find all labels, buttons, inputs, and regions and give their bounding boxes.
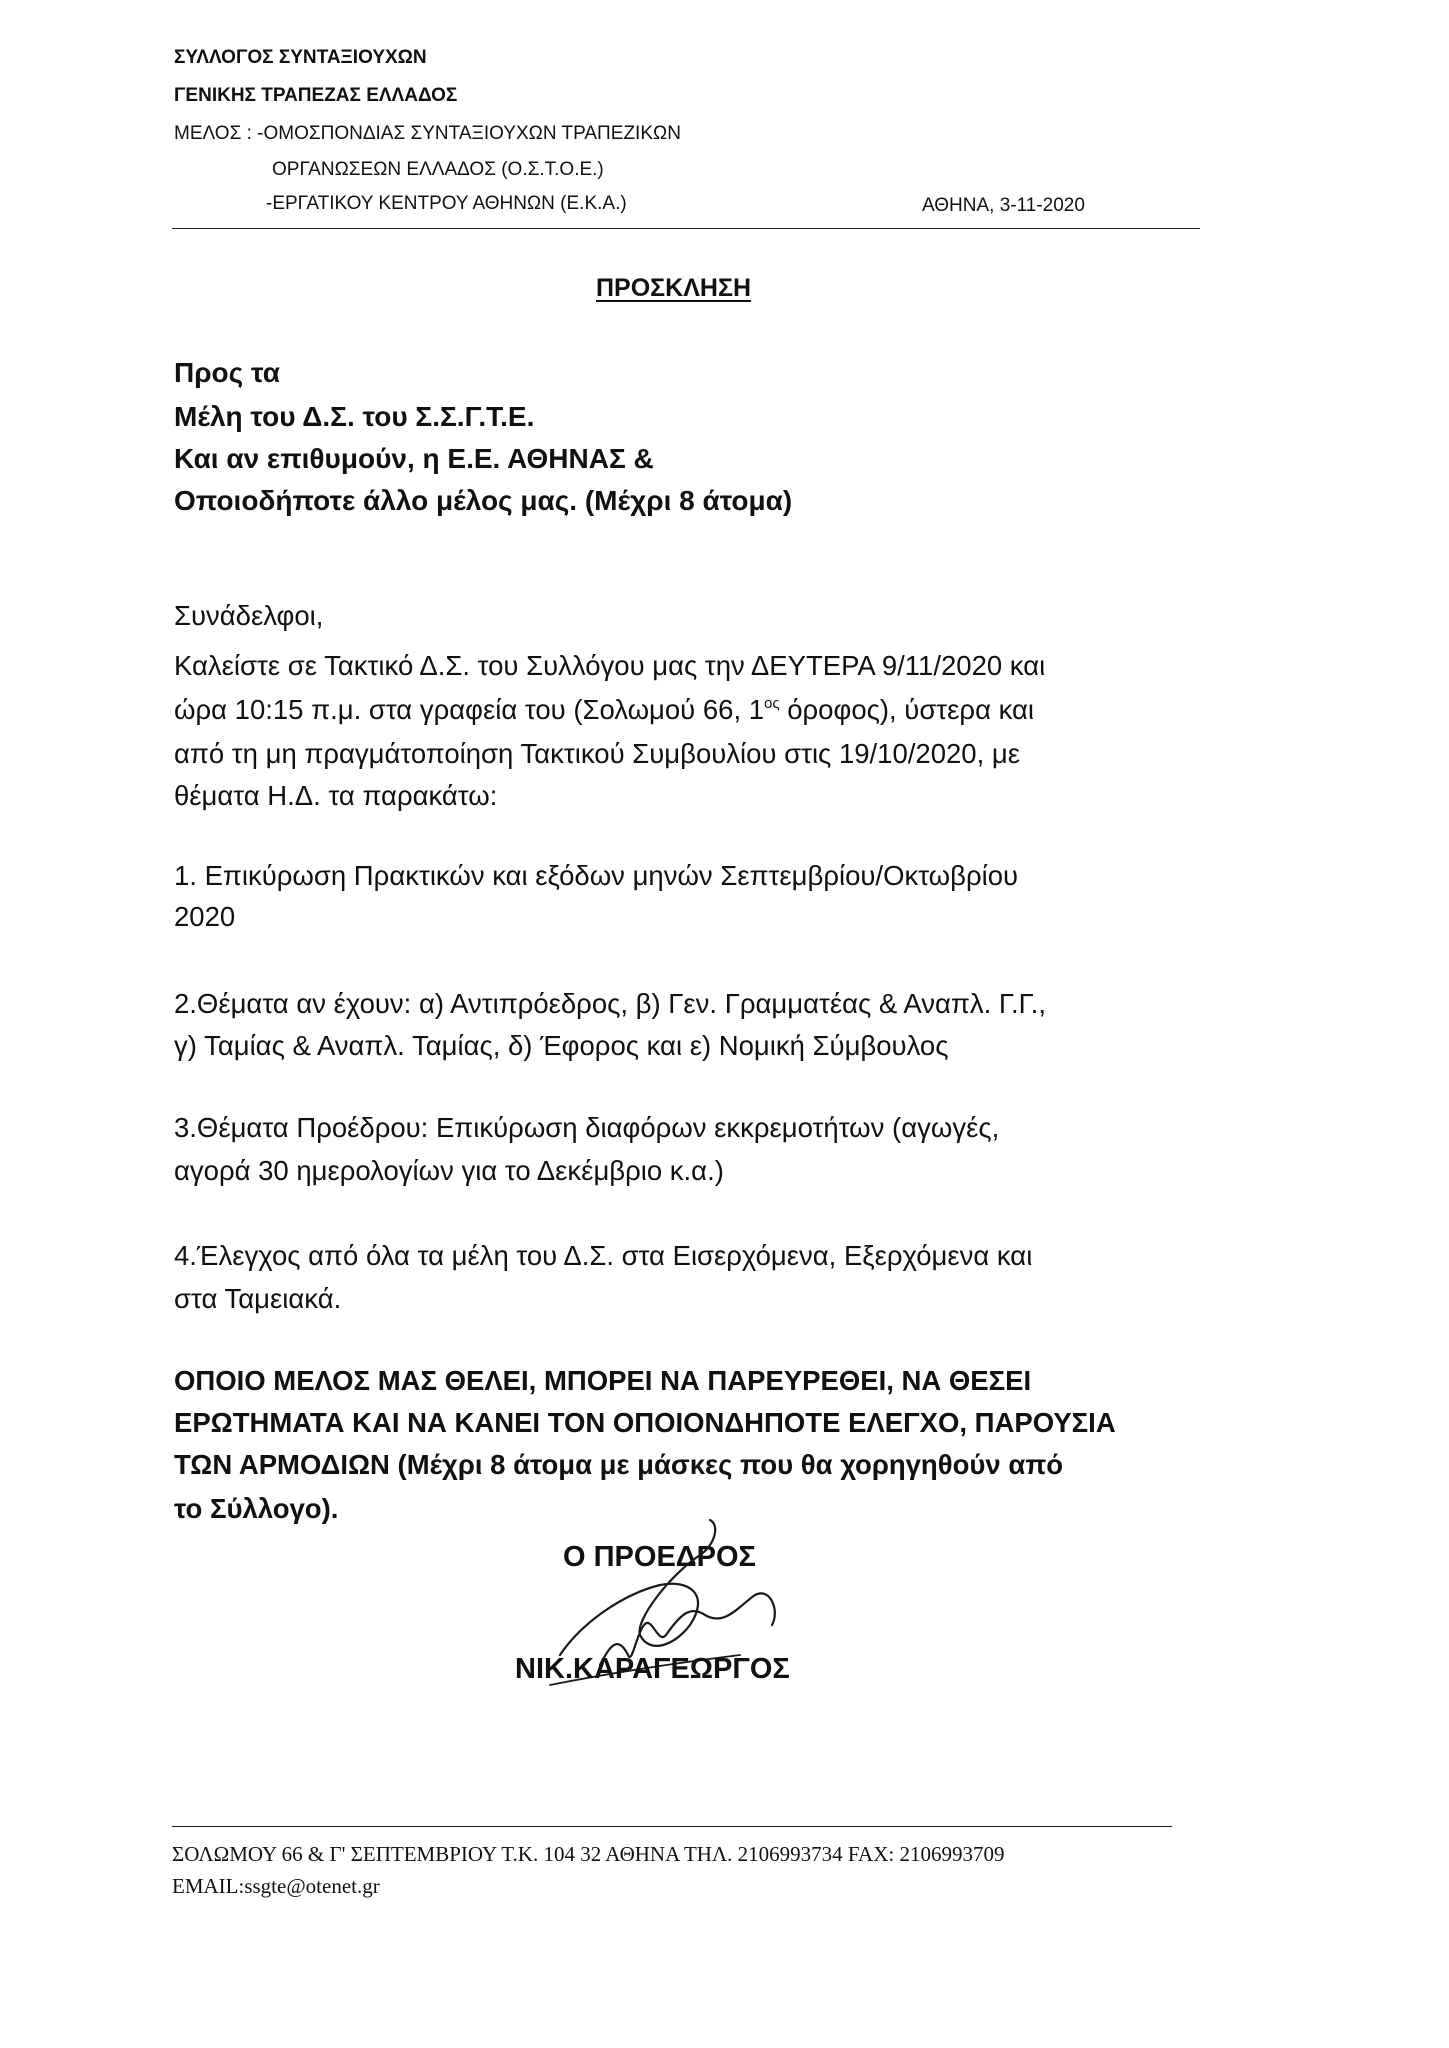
agenda-item-4: 4.Έλεγχος από όλα τα μέλη του Δ.Σ. στα Εισερχόμενα, Εξερχόμενα και [174, 1240, 1033, 1271]
membership-line2: ΟΡΓΑΝΩΣΕΩΝ ΕΛΛΑΔΟΣ (Ο.Σ.Τ.Ο.Ε.) [272, 159, 604, 180]
notice-line: ΕΡΩΤΗΜΑΤΑ ΚΑΙ ΝΑ ΚΑΝΕΙ ΤΟΝ ΟΠΟΙΟΝΔΗΠΟΤΕ ΕΛΕΓΧΟ, ΠΑΡΟΥΣΙΑ [174, 1407, 1116, 1438]
agenda-item-1-cont: 2020 [174, 901, 236, 932]
intro-line: θέματα Η.Δ. τα παρακάτω: [174, 780, 498, 811]
footer-email: EMAIL:ssgte@otenet.gr [172, 1874, 380, 1898]
recipient-line: Προς τα [174, 357, 280, 388]
agenda-item-3: 3.Θέματα Προέδρου: Επικύρωση διαφόρων εκκρεμοτήτων (αγωγές, [174, 1112, 1000, 1143]
notice-line: ΟΠΟΙΟ ΜΕΛΟΣ ΜΑΣ ΘΕΛΕΙ, ΜΠΟΡΕΙ ΝΑ ΠΑΡΕΥΡΕΘΕΙ, ΝΑ ΘΕΣΕΙ [174, 1365, 1032, 1396]
membership-line1: ΜΕΛΟΣ : -ΟΜΟΣΠΟΝΔΙΑΣ ΣΥΝΤΑΞΙΟΥΧΩΝ ΤΡΑΠΕΖΙΚΩΝ [174, 123, 681, 144]
intro-line: από τη μη πραγμάτοποίηση Τακτικού Συμβουλίου στις 19/10/2020, με [174, 738, 1020, 769]
agenda-item-1: 1. Επικύρωση Πρακτικών και εξόδων μηνών Σεπτεμβρίου/Οκτωβρίου [174, 860, 1019, 891]
recipient-line: Μέλη του Δ.Σ. του Σ.Σ.Γ.Τ.Ε. [174, 401, 535, 432]
intro-line [174, 696, 1034, 724]
salutation: Συνάδελφοι, [174, 600, 324, 631]
document-date: ΑΘΗΝΑ, 3-11-2020 [922, 195, 1085, 216]
recipient-line: Οποιοδήποτε άλλο μέλος μας. (Μέχρι 8 άτομα) [174, 485, 793, 516]
notice-line: το Σύλλογο). [174, 1493, 339, 1524]
signatory-name: ΝΙΚ.ΚΑΡΑΓΕΩΡΓΟΣ [515, 1653, 790, 1685]
intro-text: ώρα 10:15 π.μ. στα γραφεία του (Σολωμού 66, 1 [174, 694, 765, 725]
org-name-line1: ΣΥΛΛΟΓΟΣ ΣΥΝΤΑΞΙΟΥΧΩΝ [174, 47, 427, 68]
footer-divider [172, 1826, 1172, 1827]
signatory-role: Ο ΠΡΟΕΔΡΟΣ [563, 1541, 756, 1573]
notice-line: ΤΩΝ ΑΡΜΟΔΙΩΝ (Μέχρι 8 άτομα με μάσκες που θα χορηγηθούν από [174, 1449, 1064, 1480]
footer-address: ΣΟΛΩΜΟΥ 66 & Γ' ΣΕΠΤΕΜΒΡΙΟΥ Τ.Κ. 104 32 ΑΘΗΝΑ ΤΗΛ. 2106993734 FAX: 2106993709 [172, 1842, 1005, 1866]
header-divider [172, 228, 1200, 229]
recipient-line: Και αν επιθυμούν, η Ε.Ε. ΑΘΗΝΑΣ & [174, 443, 654, 474]
document-title: ΠΡΟΣΚΛΗΣΗ [596, 274, 752, 302]
intro-text: όροφος), ύστερα και [779, 694, 1035, 725]
agenda-item-2: 2.Θέματα αν έχουν: α) Αντιπρόεδρος, β) Γεν. Γραμματέας & Αναπλ. Γ.Γ., [174, 988, 1047, 1019]
agenda-item-4-cont: στα Ταμειακά. [174, 1283, 342, 1314]
agenda-item-3-cont: αγορά 30 ημερολογίων για το Δεκέμβριο κ.α.) [174, 1155, 724, 1186]
membership-line3: -ΕΡΓΑΤΙΚΟΥ ΚΕΝΤΡΟΥ ΑΘΗΝΩΝ (Ε.Κ.Α.) [266, 193, 627, 214]
agenda-item-2-cont: γ) Ταμίας & Αναπλ. Ταμίας, δ) Έφορος και ε) Νομική Σύμβουλος [174, 1030, 949, 1061]
org-name-line2: ΓΕΝΙΚΗΣ ΤΡΑΠΕΖΑΣ ΕΛΛΑΔΟΣ [174, 85, 458, 106]
intro-line: Καλείστε σε Τακτικό Δ.Σ. του Συλλόγου μας την ΔΕΥΤΕΡΑ 9/11/2020 και [174, 650, 1046, 681]
ordinal-superscript: ος [764, 695, 780, 712]
